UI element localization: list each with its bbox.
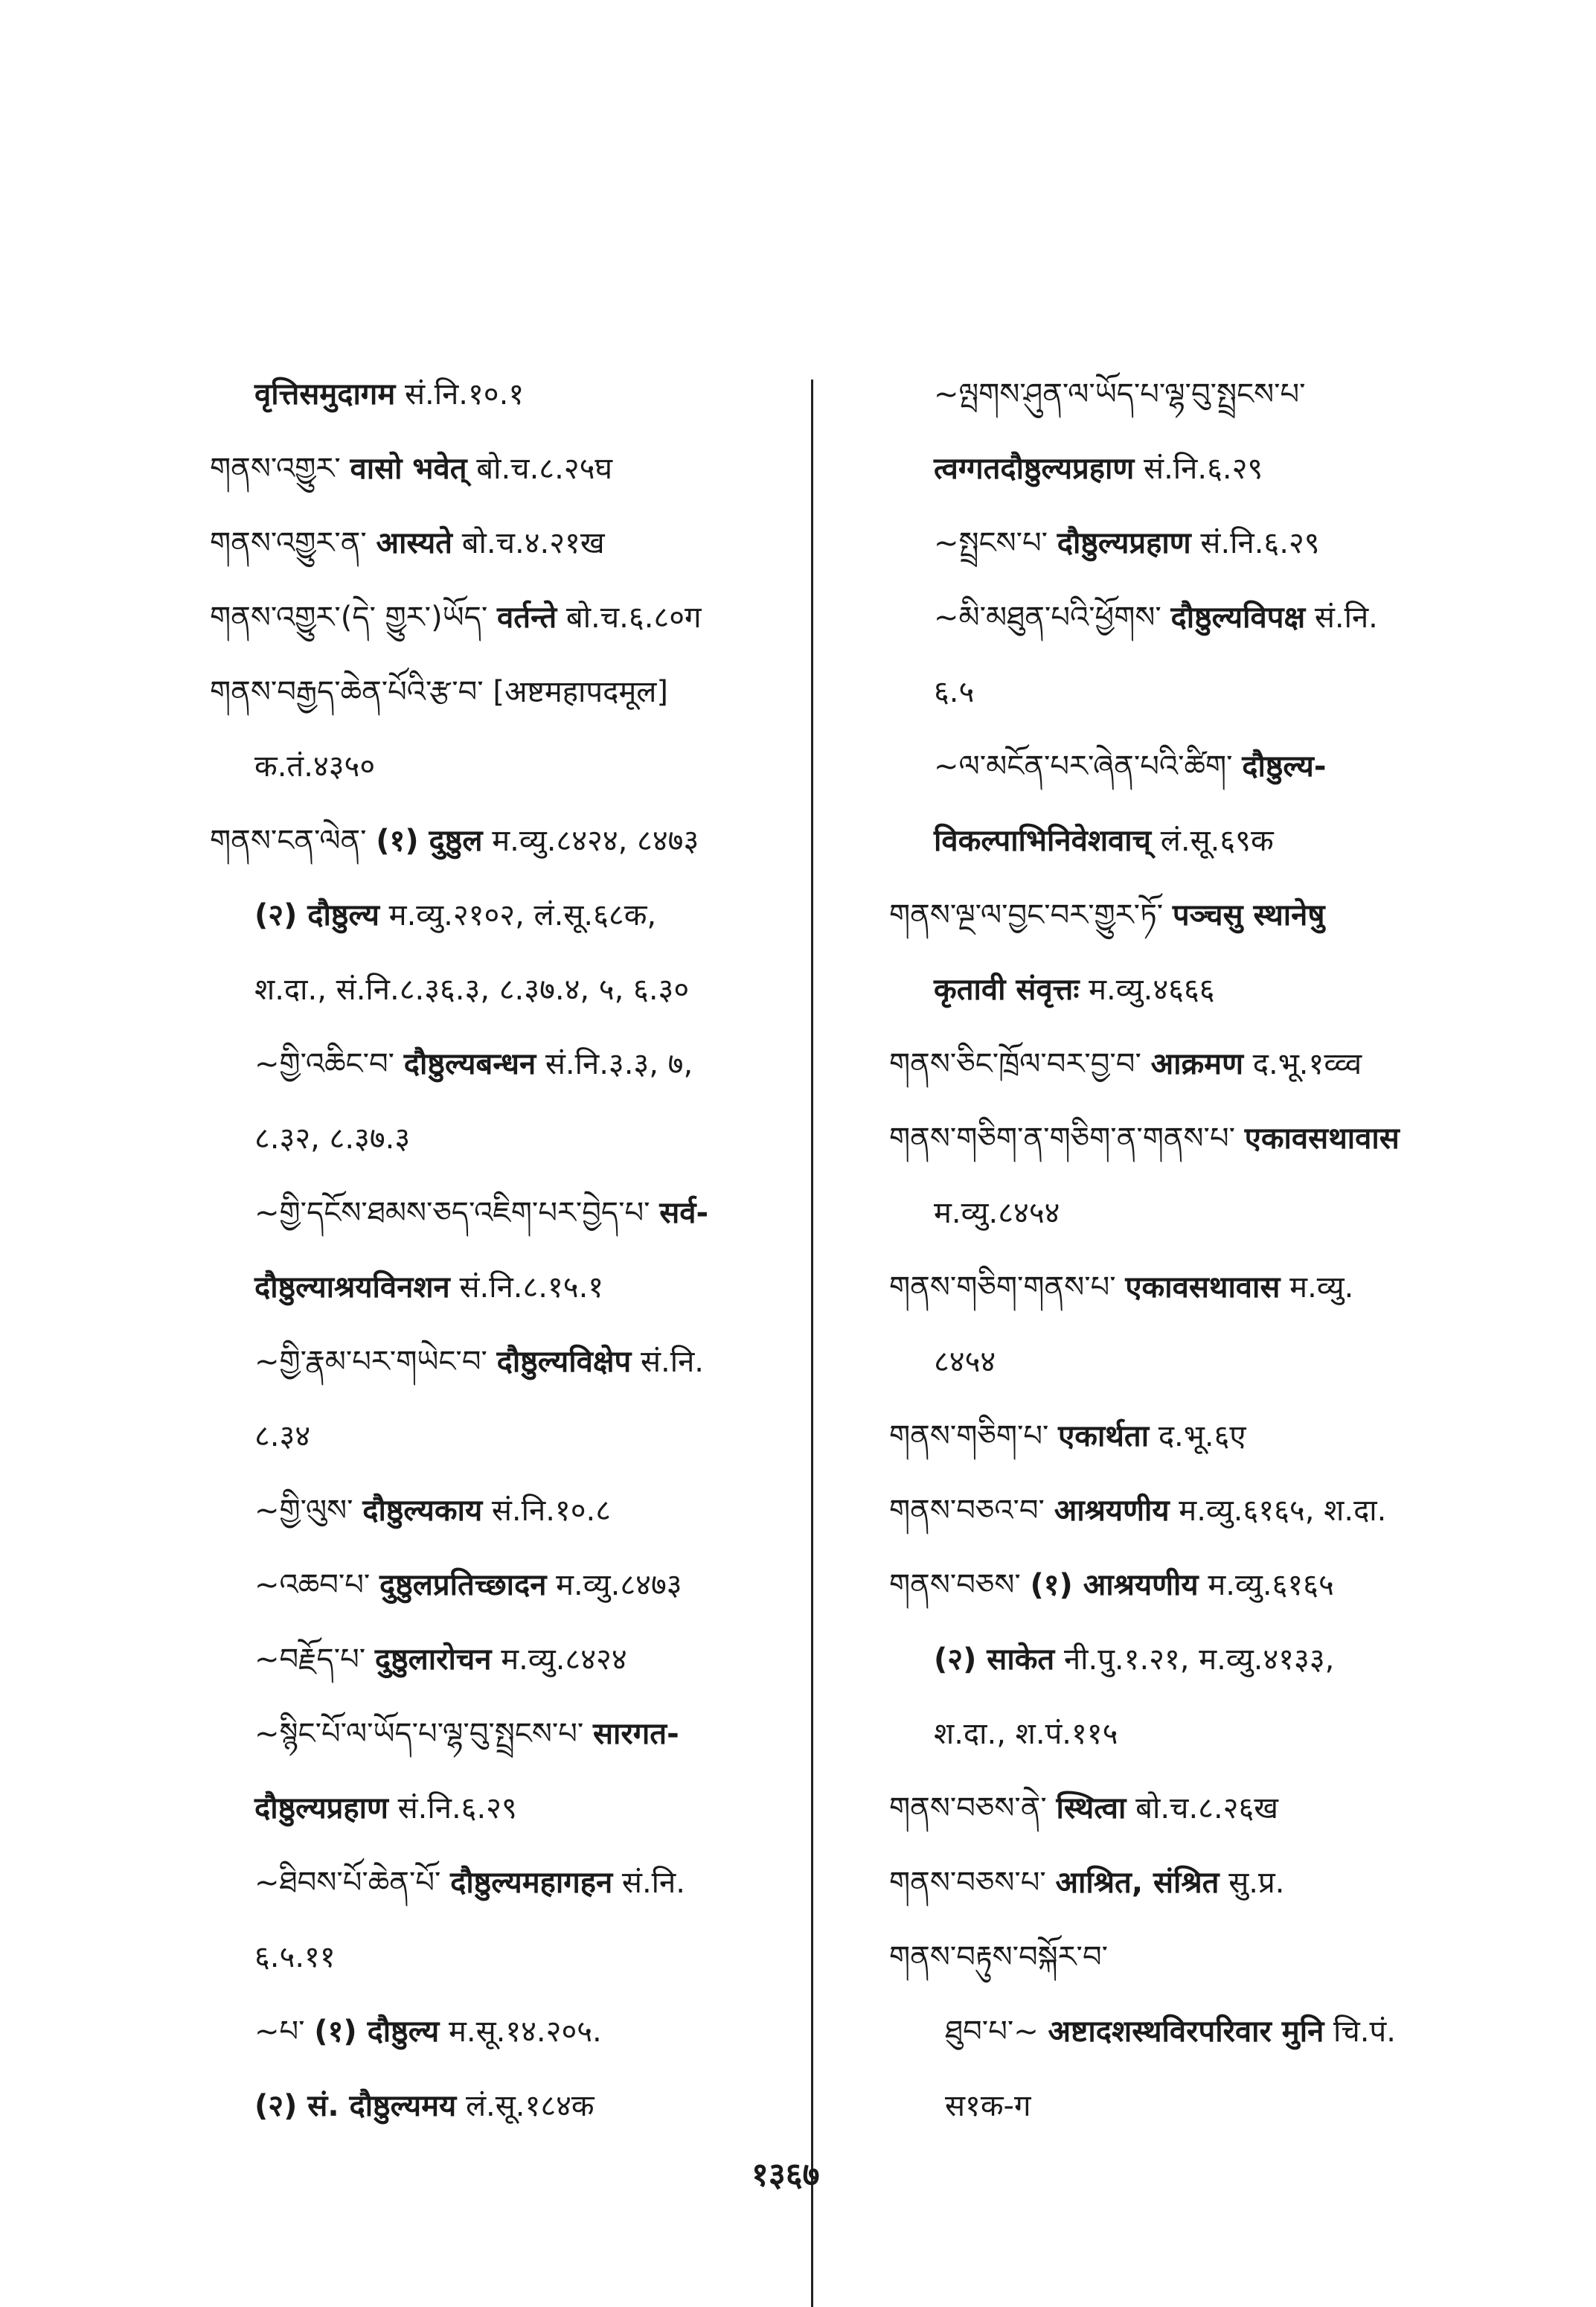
- entry-line: [210, 1771, 850, 1846]
- tibetan-headword: གནས་གཅིག་གནས་པ་: [889, 1270, 1116, 1305]
- tibetan-headword: ~བརྗོད་པ་: [254, 1642, 366, 1677]
- source-reference: सं.नि.: [621, 1866, 685, 1900]
- source-reference: ८.३४: [254, 1419, 311, 1453]
- source-reference: ६.५: [934, 675, 975, 709]
- entry-line: [210, 804, 850, 878]
- sanskrit-equivalent: दौष्ठुल्य-: [1242, 749, 1327, 784]
- source-reference: बो.च.४.२१ख: [461, 526, 605, 560]
- entry-line: [210, 1548, 850, 1622]
- tibetan-headword: གནས་བརྒྱད་ཆེན་པོའི་རྩ་བ་: [210, 675, 484, 709]
- source-reference: नी.पु.१.२१, म.व्यु.४१३३,: [1063, 1642, 1335, 1677]
- entry-line: [889, 729, 1529, 804]
- entry-line: [889, 1250, 1529, 1325]
- tibetan-headword: ~གྱི་ལུས་: [254, 1494, 353, 1528]
- sanskrit-equivalent: त्वग्गतदौष्ठुल्यप्रहाण: [934, 452, 1135, 486]
- entry-line: [210, 1994, 850, 2069]
- source-reference: श.दा., श.पं.११५: [934, 1717, 1118, 1751]
- tibetan-headword: ~གྱི་འཆིང་བ་: [254, 1047, 395, 1081]
- sanskrit-equivalent: दौष्ठुल्यविपक्ष: [1170, 601, 1306, 635]
- entry-line: [889, 1697, 1529, 1771]
- sanskrit-equivalent: एकावसथावास: [1244, 1121, 1400, 1156]
- entry-line: [210, 1250, 850, 1325]
- source-reference: सं.नि.: [640, 1345, 704, 1379]
- entry-line: [210, 1697, 850, 1771]
- entry-line: [210, 1027, 850, 1101]
- source-reference: सं.नि.१०.८: [491, 1494, 612, 1528]
- entry-line: [889, 2069, 1529, 2143]
- sanskrit-equivalent: दौष्ठुल्यप्रहाण: [254, 1791, 388, 1826]
- entry-line: [889, 878, 1529, 953]
- sanskrit-equivalent: कृतावी संवृत्तः: [934, 973, 1080, 1007]
- entry-line: [889, 1920, 1529, 1994]
- entry-line: [210, 1920, 850, 1994]
- source-reference: सं.नि.६.२९: [1200, 526, 1320, 560]
- sanskrit-equivalent: (२) साकेत: [934, 1642, 1055, 1677]
- entry-line: [210, 506, 850, 580]
- tibetan-headword: གནས་བཅས་ནེ་: [889, 1791, 1047, 1826]
- sanskrit-equivalent: दौष्ठुल्यविक्षेप: [496, 1345, 632, 1379]
- entry-line: [210, 1474, 850, 1548]
- source-reference: बो.च.८.२५घ: [476, 452, 613, 486]
- tibetan-headword: ~འཆབ་པ་: [254, 1568, 371, 1602]
- tibetan-headword: གནས་ངན་ལེན་: [210, 824, 367, 858]
- source-reference: सं.नि.६.२९: [397, 1791, 517, 1826]
- sanskrit-equivalent: दौष्ठुल्यकाय: [362, 1494, 483, 1528]
- entry-line: [889, 1474, 1529, 1548]
- tibetan-headword: གནས་ལྔ་ལ་བྱང་བར་གྱུར་ཏོ་: [889, 898, 1164, 932]
- tibetan-headword: ཐུབ་པ་~: [945, 2015, 1039, 2049]
- entry-line: [889, 357, 1529, 432]
- entry-line: [210, 953, 850, 1027]
- entry-line: [210, 729, 850, 804]
- tibetan-headword: གནས་འགྱུར་: [210, 452, 341, 486]
- sanskrit-equivalent: सर्व-: [659, 1196, 709, 1230]
- entry-line: [210, 2069, 850, 2143]
- entry-line: [889, 1548, 1529, 1622]
- sanskrit-equivalent: वृत्तिसमुदागम: [254, 377, 396, 412]
- entry-line: [889, 1771, 1529, 1846]
- entry-line: [210, 357, 850, 432]
- source-reference: सं.नि.१०.१: [404, 377, 525, 412]
- tibetan-headword: ~ལྤགས་ཤུན་ལ་ཡོད་པ་ལྷ་བུ་སྤྲངས་པ་: [934, 377, 1306, 412]
- source-reference: म.व्यु.८४७३: [556, 1568, 682, 1602]
- page-number: १३६७: [751, 2156, 820, 2194]
- source-reference: म.सू.१४.२०५.: [448, 2015, 602, 2049]
- entry-line: [889, 804, 1529, 878]
- entry-line: [210, 432, 850, 506]
- entry-line: [889, 580, 1529, 655]
- tibetan-headword: གནས་འགྱུར་(དེ་ གྱུར་)ཡོད་: [210, 601, 488, 635]
- entry-line: [210, 1176, 850, 1250]
- source-reference: म.व्यु.८४२४, ८४७३: [492, 824, 699, 858]
- sanskrit-equivalent: एकार्थता: [1058, 1419, 1150, 1453]
- tibetan-headword: གནས་གཅིག་ན་གཅིག་ན་གནས་པ་: [889, 1121, 1235, 1156]
- source-reference: म.व्यु.६१६५: [1208, 1568, 1334, 1602]
- source-reference: द.भू.१व्व्व: [1252, 1047, 1362, 1081]
- sanskrit-equivalent: स्थित्वा: [1056, 1791, 1127, 1826]
- tibetan-headword: གནས་བཅས་པ་: [889, 1866, 1046, 1900]
- source-reference: चि.पं.: [1333, 2015, 1396, 2049]
- left-column: [210, 357, 850, 2143]
- source-reference: श.दा., सं.नि.८.३६.३, ८.३७.४, ५, ६.३०: [254, 973, 690, 1007]
- source-reference: म.व्यु.६१६५, श.दा.: [1179, 1494, 1387, 1528]
- entry-line: [889, 1101, 1529, 1176]
- source-reference: स१क-ग: [945, 2089, 1031, 2123]
- sanskrit-equivalent: पञ्चसु स्थानेषु: [1172, 898, 1325, 932]
- source-reference: द.भू.६ए: [1158, 1419, 1246, 1453]
- entry-line: [210, 1846, 850, 1920]
- source-reference: ८४५४: [934, 1345, 996, 1379]
- sanskrit-equivalent: (१) दुष्ठुल: [376, 824, 483, 858]
- right-column: [889, 357, 1529, 2143]
- source-reference: सं.नि.८.१५.१: [459, 1270, 604, 1305]
- sanskrit-equivalent: अष्टादशस्थविरपरिवार मुनि: [1048, 2015, 1324, 2049]
- tibetan-headword: གནས་བརྟུས་བསྐོར་བ་: [889, 1940, 1108, 1974]
- source-reference: [अष्टमहापदमूल]: [493, 675, 669, 709]
- sanskrit-equivalent: दौष्ठुल्यमहागहन: [450, 1866, 613, 1900]
- tibetan-headword: ~གྱི་རྣམ་པར་གཡེང་བ་: [254, 1345, 487, 1379]
- source-reference: म.व्यु.८४५४: [934, 1196, 1060, 1230]
- sanskrit-equivalent: वासो भवेत्: [350, 452, 467, 486]
- tibetan-headword: གནས་བཅའ་བ་: [889, 1494, 1045, 1528]
- entry-line: [889, 1027, 1529, 1101]
- column-divider: [811, 380, 813, 2307]
- sanskrit-equivalent: दौष्ठुल्याश्रयविनशन: [254, 1270, 450, 1305]
- tibetan-headword: གནས་གཅིག་པ་: [889, 1419, 1049, 1453]
- tibetan-headword: ~སྤྲངས་པ་: [934, 526, 1048, 560]
- sanskrit-equivalent: वर्तन्ते: [496, 601, 557, 635]
- sanskrit-equivalent: आस्यते: [376, 526, 452, 560]
- tibetan-headword: གནས་ཅིང་ཁྲོལ་བར་བྱ་བ་: [889, 1047, 1141, 1081]
- sanskrit-equivalent: आक्रमण: [1150, 1047, 1244, 1081]
- entry-line: [889, 1994, 1529, 2069]
- source-reference: ८.३२, ८.३७.३: [254, 1121, 411, 1156]
- entry-line: [210, 1101, 850, 1176]
- source-reference: म.व्यु.४६६६: [1089, 973, 1215, 1007]
- entry-line: [889, 432, 1529, 506]
- entry-line: [889, 1176, 1529, 1250]
- tibetan-headword: ~ཐིབས་པོ་ཆེན་པོ་: [254, 1866, 441, 1900]
- sanskrit-equivalent: दौष्ठुल्यप्रहाण: [1057, 526, 1191, 560]
- source-reference: सं.नि.३.३, ७,: [545, 1047, 693, 1081]
- sanskrit-equivalent: (२) सं. दौष्ठुल्यमय: [254, 2089, 457, 2123]
- entry-line: [210, 655, 850, 729]
- sanskrit-equivalent: (१) दौष्ठुल्य: [314, 2015, 440, 2049]
- source-reference: सं.नि.: [1314, 601, 1378, 635]
- sanskrit-equivalent: दुष्ठुलारोचन: [374, 1642, 492, 1677]
- entry-line: [889, 1622, 1529, 1697]
- source-reference: लं.सू.१८४क: [465, 2089, 595, 2123]
- source-reference: म.व्यु.८४२४: [501, 1642, 627, 1677]
- source-reference: क.तं.४३५०: [254, 749, 376, 784]
- sanskrit-equivalent: आश्रयणीय: [1054, 1494, 1170, 1528]
- tibetan-headword: ~གྱི་དངོས་ཐམས་ཅད་འཇིག་པར་བྱེད་པ་: [254, 1196, 650, 1230]
- tibetan-headword: གནས་འགྱུར་ན་: [210, 526, 367, 560]
- entry-line: [889, 1846, 1529, 1920]
- sanskrit-equivalent: दौष्ठुल्यबन्धन: [403, 1047, 536, 1081]
- entry-line: [210, 1622, 850, 1697]
- source-reference: बो.च.६.८०ग: [565, 601, 702, 635]
- entry-line: [210, 878, 850, 953]
- sanskrit-equivalent: (१) आश्रयणीय: [1030, 1568, 1199, 1602]
- source-reference: सं.नि.६.२९: [1144, 452, 1263, 486]
- entry-line: [210, 1325, 850, 1399]
- tibetan-headword: ~ལ་མངོན་པར་ཞེན་པའི་ཚིག་: [934, 749, 1233, 784]
- sanskrit-equivalent: सारगत-: [593, 1717, 679, 1751]
- source-reference: म.व्यु.: [1289, 1270, 1354, 1305]
- sanskrit-equivalent: विकल्पाभिनिवेशवाच्: [934, 824, 1152, 858]
- source-reference: ६.५.११: [254, 1940, 336, 1974]
- entry-line: [889, 655, 1529, 729]
- source-reference: सु.प्र.: [1228, 1866, 1285, 1900]
- tibetan-headword: ~སྙིང་པོ་ལ་ཡོད་པ་ལྷ་བུ་སྤྲངས་པ་: [254, 1717, 584, 1751]
- source-reference: लं.सू.६९क: [1160, 824, 1274, 858]
- entry-line: [889, 1399, 1529, 1474]
- source-reference: म.व्यु.२१०२, लं.सू.६८क,: [388, 898, 657, 932]
- sanskrit-equivalent: दुष्ठुलप्रतिच्छादन: [379, 1568, 547, 1602]
- tibetan-headword: གནས་བཅས་: [889, 1568, 1021, 1602]
- entry-line: [210, 580, 850, 655]
- source-reference: बो.च.८.२६ख: [1135, 1791, 1279, 1826]
- entry-line: [889, 953, 1529, 1027]
- sanskrit-equivalent: (२) दौष्ठुल्य: [254, 898, 379, 932]
- sanskrit-equivalent: आश्रित, संश्रित: [1055, 1866, 1220, 1900]
- entry-line: [889, 1325, 1529, 1399]
- sanskrit-equivalent: एकावसथावास: [1125, 1270, 1281, 1305]
- tibetan-headword: ~པ་: [254, 2015, 305, 2049]
- entry-line: [889, 506, 1529, 580]
- entry-line: [210, 1399, 850, 1474]
- tibetan-headword: ~མི་མཐུན་པའི་ཕྱོགས་: [934, 601, 1161, 635]
